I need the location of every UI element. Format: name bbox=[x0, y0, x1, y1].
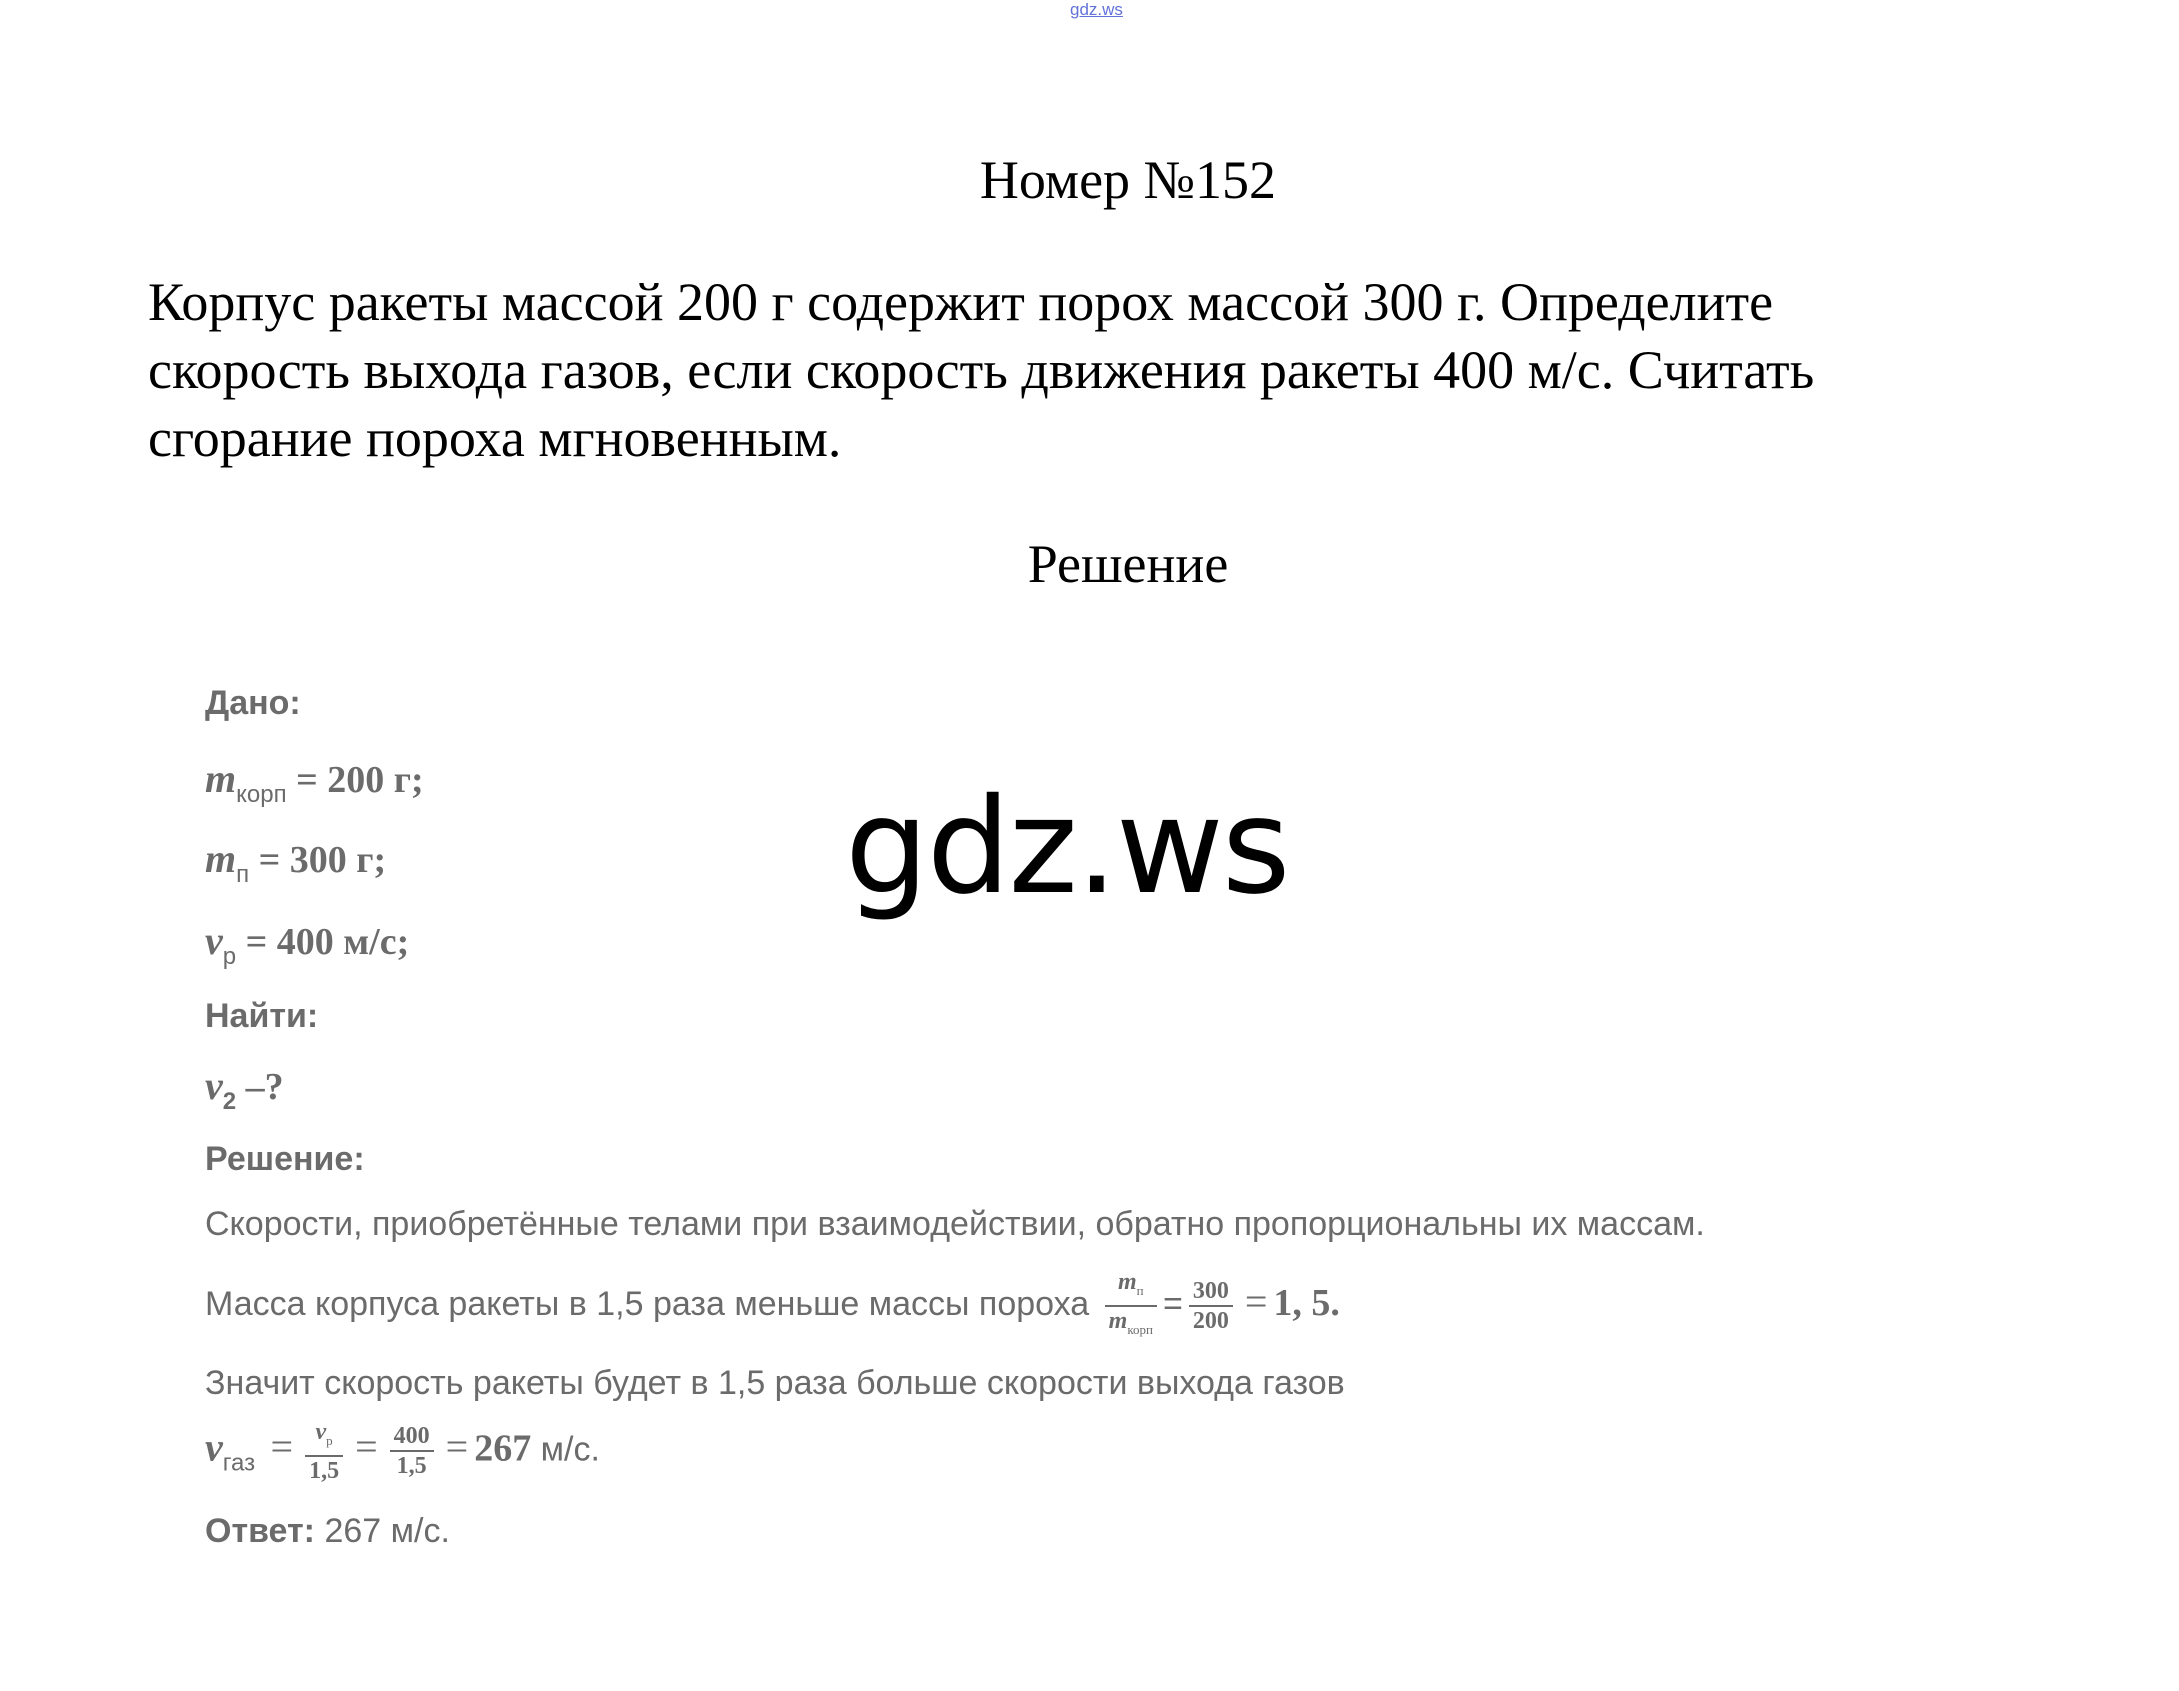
solution-line-3: Значит скорость ракеты будет в 1,5 раза больше скорости выхода газов bbox=[205, 1364, 1345, 1402]
denominator: 200 bbox=[1192, 1307, 1229, 1334]
problem-line: Корпус ракеты массой 200 г содержит порох массой 300 г. Определите bbox=[148, 272, 1774, 332]
subscript: газ bbox=[222, 1449, 256, 1477]
solution-line-2: Масса корпуса ракеты в 1,5 раза меньше массы пороха $\frac{m_п}{m_{корп}}$ = $\frac{300}{200}$ = 1, 5. bbox=[205, 1268, 1340, 1344]
ratio-result: 1, 5. bbox=[1273, 1281, 1340, 1324]
value: = 300 г; bbox=[249, 839, 387, 881]
find-target bbox=[205, 1065, 284, 1123]
given-v-p bbox=[205, 920, 409, 978]
solution-heading: Решение bbox=[1027, 534, 1229, 594]
problem-line: скорость выхода газов, если скорость движения ракеты 400 м/с. Считать bbox=[148, 340, 1815, 400]
denominator-sub: корп bbox=[1127, 1321, 1153, 1337]
numerator: v bbox=[315, 1419, 327, 1445]
subscript: корп bbox=[236, 781, 287, 808]
denominator: m bbox=[1108, 1307, 1128, 1334]
symbol: m bbox=[205, 756, 237, 801]
site-link[interactable]: gdz.ws bbox=[1070, 0, 1123, 19]
given-m-p bbox=[205, 838, 386, 896]
mass-values-fraction bbox=[1189, 1277, 1233, 1335]
velocity-fraction bbox=[305, 1418, 343, 1485]
solution-formula: $v_{газ}$ = $\frac{v_р}{1,5}$ = $\frac{400}{1,5}$ = 267 м/с. bbox=[205, 1419, 600, 1484]
page-title: Номер №152 bbox=[979, 150, 1277, 210]
solution-line-1: Скорости, приобретённые телами при взаимодействии, обратно пропорциональны их массам. bbox=[205, 1205, 1705, 1243]
problem-line: сгорание пороха мгновенным. bbox=[148, 408, 842, 468]
denominator: 1,5 bbox=[309, 1457, 340, 1484]
formula-result: 267 bbox=[474, 1427, 532, 1470]
velocity-values-fraction bbox=[390, 1422, 434, 1480]
solution-line-2-text: Масса корпуса ракеты в 1,5 раза меньше массы пороха bbox=[205, 1284, 1090, 1323]
solution-label: Решение: bbox=[205, 1140, 365, 1178]
value: –? bbox=[236, 1066, 284, 1108]
given-label: Дано: bbox=[205, 684, 301, 722]
answer-value: 267 м/с. bbox=[315, 1512, 450, 1550]
subscript: р bbox=[222, 943, 237, 970]
subscript: п bbox=[236, 861, 250, 888]
numerator: 300 bbox=[1189, 1277, 1233, 1307]
given-m-korp bbox=[205, 758, 424, 816]
formula-unit: м/с. bbox=[531, 1430, 600, 1469]
symbol: m bbox=[205, 836, 237, 881]
symbol: v bbox=[205, 1063, 223, 1108]
numerator-sub: п bbox=[1136, 1282, 1144, 1298]
value: = 200 г; bbox=[286, 759, 424, 801]
answer bbox=[205, 1510, 450, 1552]
value: = 400 м/с; bbox=[236, 921, 410, 963]
symbol: v bbox=[205, 918, 223, 963]
numerator: 400 bbox=[390, 1422, 434, 1452]
symbol: v bbox=[205, 1424, 223, 1470]
mass-ratio-fraction bbox=[1105, 1268, 1157, 1344]
numerator: m bbox=[1117, 1269, 1137, 1295]
problem-statement bbox=[148, 268, 2078, 472]
answer-label: Ответ: bbox=[205, 1512, 315, 1550]
find-label: Найти: bbox=[205, 997, 319, 1035]
watermark: gdz.ws bbox=[845, 770, 1289, 924]
denominator: 1,5 bbox=[396, 1453, 427, 1480]
subscript: 2 bbox=[222, 1088, 237, 1115]
numerator-sub: р bbox=[326, 1432, 333, 1448]
